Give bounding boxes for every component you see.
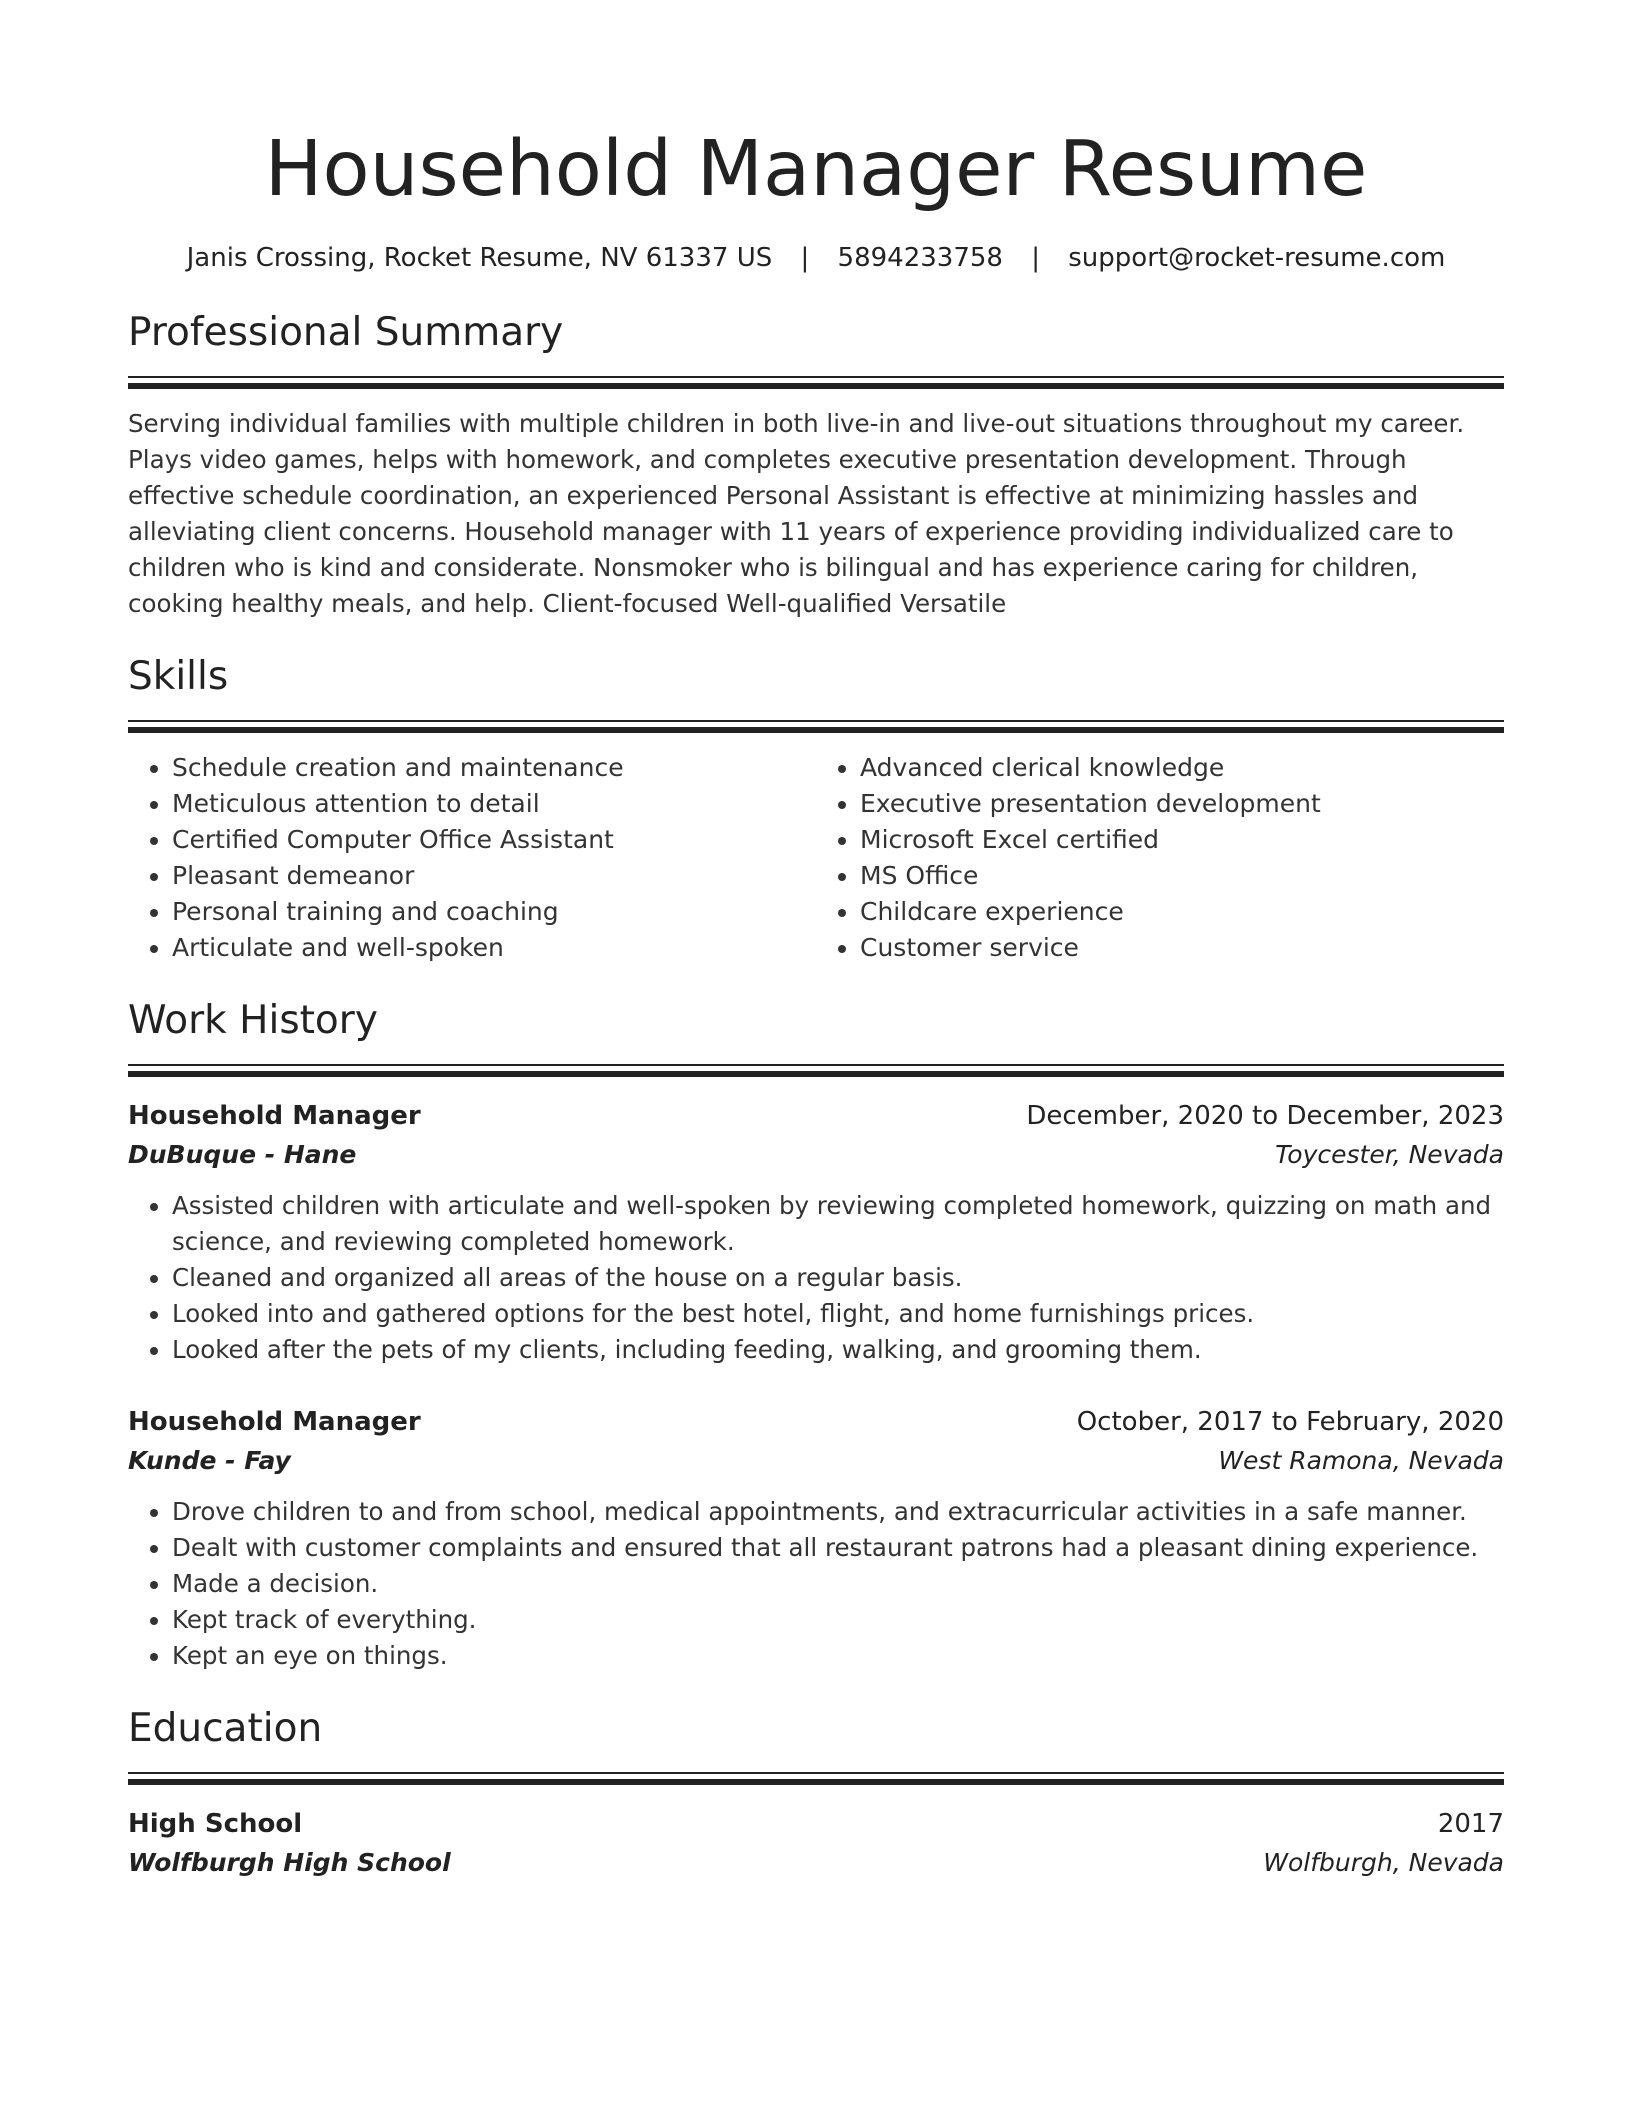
education-location: Wolfburgh, Nevada: [1263, 1848, 1504, 1877]
duty-item: • Kept track of everything.: [172, 1602, 1504, 1638]
skills-list-left: [128, 750, 816, 966]
job-entry: [128, 1402, 1504, 1674]
skill-item: • Advanced clerical knowledge: [860, 750, 1504, 786]
skills-list-right: [816, 750, 1504, 966]
skills-section: [128, 652, 1504, 966]
job-dates: December, 2020 to December, 2023: [1026, 1101, 1504, 1131]
skill-item: • Customer service: [860, 930, 1504, 966]
skill-item: • MS Office: [860, 858, 1504, 894]
duty-item: • Dealt with customer complaints and ensured that all restaurant patrons had a pleasant dining experience.: [172, 1530, 1504, 1566]
education-school: Wolfburgh High School: [128, 1848, 451, 1877]
contact-address: Janis Crossing, Rocket Resume, NV 61337 US: [186, 243, 773, 273]
section-divider: [128, 1772, 1504, 1784]
skill-item: • Meticulous attention to detail: [172, 786, 816, 822]
education-heading: Education: [128, 1706, 323, 1751]
summary-text: Serving individual families with multiple children in both live-in and live-out situations throughout my career. Plays video games, helps with homework, and completes executive presentation development. Through effective schedule coordination, an experienced Personal Assistant is effective at minimizing hassles and alleviating client concerns. Household manager with 11 years of experience providing individualized care to children who is kind and considerate. Nonsmoker who is bilingual and has experience caring for children, cooking healthy meals, and help. Client-focused Well-qualified Versatile: [128, 409, 1465, 618]
job-subheader: [128, 1136, 1504, 1174]
section-divider: [128, 720, 1504, 732]
education-degree: High School: [128, 1809, 303, 1839]
contact-phone: 5894233758: [837, 243, 1003, 273]
job-header: [128, 1096, 1504, 1136]
skill-item: • Pleasant demeanor: [172, 858, 816, 894]
job-title: Household Manager: [128, 1101, 421, 1131]
contact-separator: |: [1031, 243, 1040, 273]
skill-item: • Microsoft Excel certified: [860, 822, 1504, 858]
section-divider: [128, 376, 1504, 388]
job-location: Toycester, Nevada: [1275, 1140, 1504, 1169]
job-dates: October, 2017 to February, 2020: [1076, 1407, 1504, 1437]
skill-item: • Schedule creation and maintenance: [172, 750, 816, 786]
skills-heading: Skills: [128, 654, 229, 699]
skill-item: • Childcare experience: [860, 894, 1504, 930]
work-heading: Work History: [128, 998, 378, 1043]
education-header: [128, 1804, 1504, 1844]
job-company: DuBuque - Hane: [128, 1140, 357, 1169]
skill-item: • Certified Computer Office Assistant: [172, 822, 816, 858]
contact-separator: |: [800, 243, 810, 273]
duty-item: • Cleaned and organized all areas of the house on a regular basis.: [172, 1260, 1504, 1296]
skill-item: • Personal training and coaching: [172, 894, 816, 930]
education-entry: [128, 1804, 1504, 1882]
duty-item: • Looked after the pets of my clients, including feeding, walking, and grooming them.: [172, 1332, 1504, 1368]
education-year: 2017: [1437, 1809, 1504, 1839]
job-header: [128, 1402, 1504, 1442]
job-company: Kunde - Fay: [128, 1446, 291, 1475]
education-section: [128, 1704, 1504, 1882]
duty-item: • Assisted children with articulate and well-spoken by reviewing completed homework, quizzing on math and science, and reviewing completed homework.: [172, 1188, 1504, 1260]
job-location: West Ramona, Nevada: [1218, 1446, 1504, 1475]
duty-item: • Looked into and gathered options for the best hotel, flight, and home furnishings prices.: [172, 1296, 1504, 1332]
education-subheader: [128, 1844, 1504, 1882]
job-entry: [128, 1096, 1504, 1368]
duty-item: • Made a decision.: [172, 1566, 1504, 1602]
summary-heading: Professional Summary: [128, 310, 564, 355]
contact-email: support@rocket-resume.com: [1068, 243, 1446, 273]
job-subheader: [128, 1442, 1504, 1480]
section-divider: [128, 1064, 1504, 1076]
skill-item: • Executive presentation development: [860, 786, 1504, 822]
work-section: [128, 996, 1504, 1674]
duty-item: • Kept an eye on things.: [172, 1638, 1504, 1674]
duty-item: • Drove children to and from school, medical appointments, and extracurricular activities in a safe manner.: [172, 1494, 1504, 1530]
job-duties: [128, 1188, 1504, 1368]
skills-columns: [128, 750, 1504, 966]
job-duties: [128, 1494, 1504, 1674]
summary-section: [128, 308, 1504, 622]
resume-title: Household Manager Resume: [264, 125, 1368, 214]
skill-item: • Articulate and well-spoken: [172, 930, 816, 966]
contact-line: [128, 242, 1504, 274]
job-title: Household Manager: [128, 1407, 421, 1437]
